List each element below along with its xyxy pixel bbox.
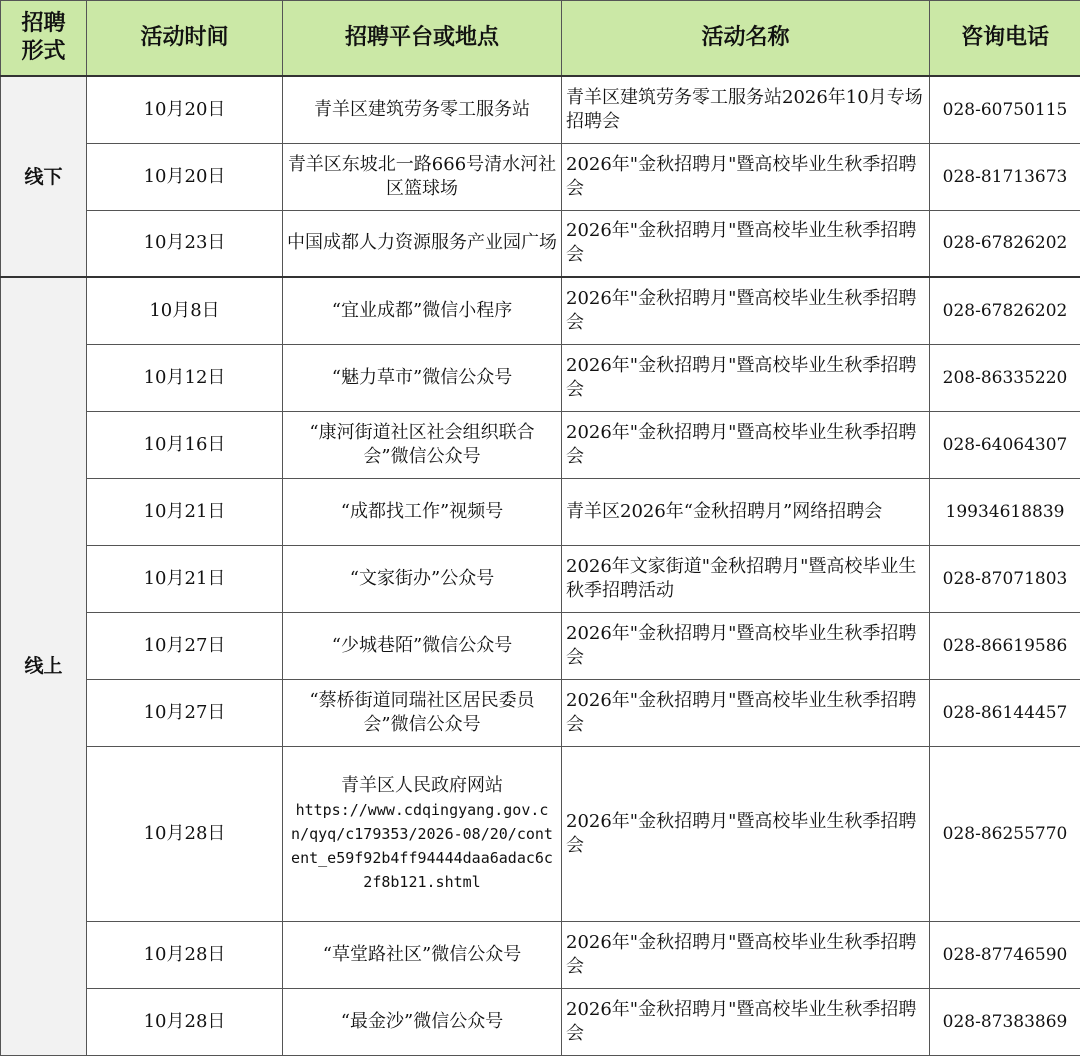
table-row bbox=[1, 411, 1080, 478]
event-name-cell: 2026年"金秋招聘月"暨高校毕业生秋季招聘会 bbox=[562, 679, 930, 746]
date-cell: 10月8日 bbox=[87, 277, 283, 344]
venue-cell: “文家街办”公众号 bbox=[283, 545, 562, 612]
venue-cell: “草堂路社区”微信公众号 bbox=[283, 921, 562, 988]
date-cell: 10月21日 bbox=[87, 545, 283, 612]
phone-cell: 028-87383869 bbox=[930, 988, 1080, 1055]
event-name-cell: 青羊区2026年“金秋招聘月”网络招聘会 bbox=[562, 478, 930, 545]
phone-cell: 19934618839 bbox=[930, 478, 1080, 545]
venue-cell: “最金沙”微信公众号 bbox=[283, 988, 562, 1055]
event-name-cell: 青羊区建筑劳务零工服务站2026年10月专场招聘会 bbox=[562, 76, 930, 143]
venue-cell: “魅力草市”微信公众号 bbox=[283, 344, 562, 411]
table-row bbox=[1, 612, 1080, 679]
date-cell: 10月16日 bbox=[87, 411, 283, 478]
phone-cell: 028-64064307 bbox=[930, 411, 1080, 478]
event-name-cell: 2026年"金秋招聘月"暨高校毕业生秋季招聘会 bbox=[562, 411, 930, 478]
event-name-cell: 2026年"金秋招聘月"暨高校毕业生秋季招聘会 bbox=[562, 277, 930, 344]
phone-cell: 028-87071803 bbox=[930, 545, 1080, 612]
table-row bbox=[1, 76, 1080, 143]
venue-cell: “宜业成都”微信小程序 bbox=[283, 277, 562, 344]
table-header-row bbox=[1, 1, 1080, 77]
group-online-cell: 线上 bbox=[1, 277, 87, 1055]
event-name-cell: 2026年"金秋招聘月"暨高校毕业生秋季招聘会 bbox=[562, 921, 930, 988]
venue-cell bbox=[283, 746, 562, 921]
phone-cell: 028-60750115 bbox=[930, 76, 1080, 143]
venue-cell: 青羊区东坡北一路666号清水河社区篮球场 bbox=[283, 143, 562, 210]
phone-cell: 028-86144457 bbox=[930, 679, 1080, 746]
table-row bbox=[1, 344, 1080, 411]
date-cell: 10月21日 bbox=[87, 478, 283, 545]
header-form: 招聘 形式 bbox=[1, 1, 87, 77]
date-cell: 10月12日 bbox=[87, 344, 283, 411]
table-row bbox=[1, 746, 1080, 921]
date-cell: 10月23日 bbox=[87, 210, 283, 277]
date-cell: 10月28日 bbox=[87, 988, 283, 1055]
phone-cell: 028-87746590 bbox=[930, 921, 1080, 988]
venue-url-link[interactable]: https://www.cdqingyang.gov.cn/qyq/c179353/2026-08/20/content_e59f92b4ff94444daa6adac6c2f8b121.shtml bbox=[291, 800, 553, 891]
venue-cell: “康河街道社区社会组织联合会”微信公众号 bbox=[283, 411, 562, 478]
date-cell: 10月27日 bbox=[87, 612, 283, 679]
phone-cell: 028-67826202 bbox=[930, 210, 1080, 277]
event-name-cell: 2026年"金秋招聘月"暨高校毕业生秋季招聘会 bbox=[562, 746, 930, 921]
venue-cell: “成都找工作”视频号 bbox=[283, 478, 562, 545]
table-row bbox=[1, 921, 1080, 988]
group-offline-cell: 线下 bbox=[1, 76, 87, 277]
venue-cell: 青羊区建筑劳务零工服务站 bbox=[283, 76, 562, 143]
date-cell: 10月27日 bbox=[87, 679, 283, 746]
event-name-cell: 2026年"金秋招聘月"暨高校毕业生秋季招聘会 bbox=[562, 988, 930, 1055]
date-cell: 10月28日 bbox=[87, 746, 283, 921]
event-name-cell: 2026年"金秋招聘月"暨高校毕业生秋季招聘会 bbox=[562, 612, 930, 679]
header-phone: 咨询电话 bbox=[930, 1, 1080, 77]
event-name-cell: 2026年"金秋招聘月"暨高校毕业生秋季招聘会 bbox=[562, 344, 930, 411]
venue-cell: “蔡桥街道同瑞社区居民委员会”微信公众号 bbox=[283, 679, 562, 746]
event-name-cell: 2026年"金秋招聘月"暨高校毕业生秋季招聘会 bbox=[562, 143, 930, 210]
table-row bbox=[1, 679, 1080, 746]
header-time: 活动时间 bbox=[87, 1, 283, 77]
phone-cell: 028-86619586 bbox=[930, 612, 1080, 679]
table-row bbox=[1, 210, 1080, 277]
table-row bbox=[1, 988, 1080, 1055]
event-name-cell: 2026年文家街道"金秋招聘月"暨高校毕业生秋季招聘活动 bbox=[562, 545, 930, 612]
date-cell: 10月20日 bbox=[87, 76, 283, 143]
table-row bbox=[1, 277, 1080, 344]
venue-cell: “少城巷陌”微信公众号 bbox=[283, 612, 562, 679]
venue-cell: 中国成都人力资源服务产业园广场 bbox=[283, 210, 562, 277]
header-venue: 招聘平台或地点 bbox=[283, 1, 562, 77]
date-cell: 10月28日 bbox=[87, 921, 283, 988]
table-row bbox=[1, 478, 1080, 545]
table-row bbox=[1, 545, 1080, 612]
event-name-cell: 2026年"金秋招聘月"暨高校毕业生秋季招聘会 bbox=[562, 210, 930, 277]
phone-cell: 208-86335220 bbox=[930, 344, 1080, 411]
phone-cell: 028-86255770 bbox=[930, 746, 1080, 921]
date-cell: 10月20日 bbox=[87, 143, 283, 210]
venue-site-name: 青羊区人民政府网站 bbox=[341, 774, 503, 796]
header-name: 活动名称 bbox=[562, 1, 930, 77]
phone-cell: 028-81713673 bbox=[930, 143, 1080, 210]
table-row bbox=[1, 143, 1080, 210]
phone-cell: 028-67826202 bbox=[930, 277, 1080, 344]
